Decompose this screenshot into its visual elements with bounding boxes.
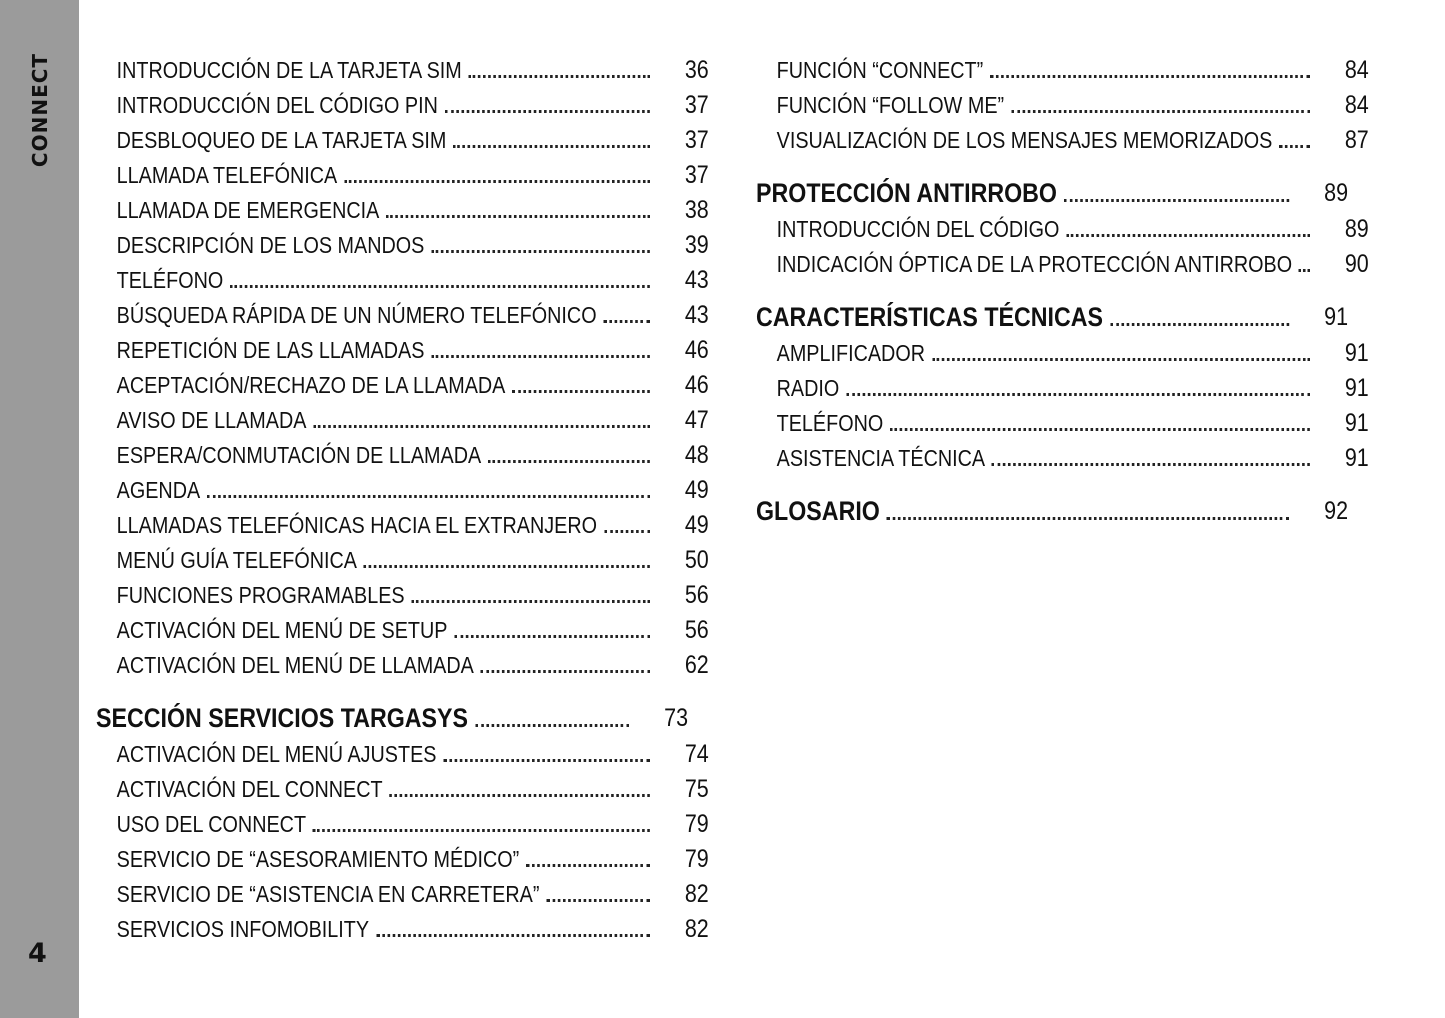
toc-entry-label: LLAMADAS TELEFÓNICAS HACIA EL EXTRANJERO — [116, 512, 598, 538]
toc-entry[interactable] — [96, 190, 709, 225]
dot-leader — [992, 463, 1310, 466]
toc-entry[interactable] — [96, 610, 709, 645]
dot-leader — [443, 759, 650, 762]
toc-entry-label: ESPERA/CONMUTACIÓN DE LLAMADA — [116, 442, 482, 468]
toc-entry[interactable] — [96, 365, 709, 400]
dot-leader — [230, 285, 650, 288]
toc-page-number: 89 — [1324, 179, 1349, 207]
toc-entry[interactable] — [96, 120, 709, 155]
toc-entry[interactable] — [96, 505, 709, 540]
dot-leader — [890, 428, 1310, 431]
dot-leader — [207, 495, 650, 498]
dot-leader — [481, 670, 651, 673]
dot-leader — [376, 934, 650, 937]
toc-entry[interactable] — [96, 85, 709, 120]
toc-page-number: 91 — [1344, 444, 1369, 472]
dot-leader — [313, 425, 650, 428]
toc-entry[interactable] — [96, 804, 709, 839]
dot-leader — [1011, 110, 1310, 113]
toc-left-column — [96, 50, 709, 944]
toc-entry-label: SERVICIO DE “ASESORAMIENTO MÉDICO” — [116, 846, 520, 872]
toc-entry-label: INTRODUCCIÓN DEL CÓDIGO — [776, 216, 1060, 242]
toc-entry-label: MENÚ GUÍA TELEFÓNICA — [116, 547, 357, 573]
toc-page-number: 87 — [1344, 126, 1369, 154]
toc-page-number: 79 — [684, 845, 709, 873]
dot-leader — [526, 864, 650, 867]
toc-entry[interactable] — [756, 85, 1369, 120]
dot-leader — [1064, 199, 1290, 202]
toc-entry-label: INTRODUCCIÓN DEL CÓDIGO PIN — [116, 92, 438, 118]
toc-page-number: 46 — [684, 336, 709, 364]
toc-page-number: 50 — [684, 546, 709, 574]
toc-entry-label: TELÉFONO — [776, 410, 884, 436]
toc-entry[interactable] — [96, 734, 709, 769]
dot-leader — [411, 600, 650, 603]
toc-right-column — [756, 50, 1369, 527]
toc-entry[interactable] — [96, 295, 709, 330]
dot-leader — [512, 390, 650, 393]
dot-leader — [488, 460, 650, 463]
toc-page-number: 49 — [684, 476, 709, 504]
toc-section-heading[interactable] — [756, 483, 1348, 527]
dot-leader — [364, 565, 650, 568]
dot-leader — [454, 635, 650, 638]
toc-page-number: 92 — [1324, 497, 1349, 525]
dot-leader — [990, 75, 1310, 78]
dot-leader — [603, 320, 650, 323]
dot-leader — [1110, 323, 1290, 326]
toc-entry[interactable] — [96, 470, 709, 505]
toc-page-number: 75 — [684, 775, 709, 803]
toc-entry-label: CARACTERÍSTICAS TÉCNICAS — [756, 302, 1104, 332]
toc-entry-label: VISUALIZACIÓN DE LOS MENSAJES MEMORIZADOS — [776, 127, 1273, 153]
toc-page-number: 43 — [684, 301, 709, 329]
dot-leader — [887, 517, 1290, 520]
toc-entry-label: INDICACIÓN ÓPTICA DE LA PROTECCIÓN ANTIRROBO — [776, 251, 1293, 277]
toc-page-number: 56 — [684, 581, 709, 609]
toc-page-number: 48 — [684, 441, 709, 469]
toc-entry[interactable] — [756, 209, 1369, 244]
toc-entry-label: ASISTENCIA TÉCNICA — [776, 445, 986, 471]
toc-page-number: 91 — [1344, 374, 1369, 402]
toc-page-number: 89 — [1344, 215, 1369, 243]
toc-page-number: 79 — [684, 810, 709, 838]
page-number: 4 — [28, 938, 47, 969]
section-title: CONNECT — [28, 52, 52, 168]
toc-page-number: 47 — [684, 406, 709, 434]
toc-entry[interactable] — [96, 839, 709, 874]
toc-entry[interactable] — [96, 155, 709, 190]
toc-page-number: 82 — [684, 915, 709, 943]
toc-entry[interactable] — [96, 540, 709, 575]
toc-entry-label: DESCRIPCIÓN DE LOS MANDOS — [116, 232, 425, 258]
toc-entry-label: ACTIVACIÓN DEL CONNECT — [116, 776, 383, 802]
toc-page-number: 91 — [1344, 409, 1369, 437]
toc-entry-label: REPETICIÓN DE LAS LLAMADAS — [116, 337, 425, 363]
toc-page-number: 49 — [684, 511, 709, 539]
toc-entry-label: SECCIÓN SERVICIOS TARGASYS — [96, 703, 469, 733]
dot-leader — [344, 180, 650, 183]
dot-leader — [1279, 145, 1310, 148]
toc-entry[interactable] — [756, 244, 1369, 279]
dot-leader — [1299, 269, 1310, 272]
dot-leader — [389, 794, 650, 797]
toc-entry[interactable] — [96, 330, 709, 365]
toc-entry-label: LLAMADA TELEFÓNICA — [116, 162, 338, 188]
dot-leader — [313, 829, 650, 832]
toc-page-number: 37 — [684, 126, 709, 154]
toc-entry[interactable] — [96, 909, 709, 944]
toc-entry[interactable] — [756, 368, 1369, 403]
dot-leader — [846, 393, 1310, 396]
toc-entry-label: USO DEL CONNECT — [116, 811, 307, 837]
toc-page-number: 84 — [1344, 56, 1369, 84]
toc-page-number: 43 — [684, 266, 709, 294]
dot-leader — [546, 899, 650, 902]
dot-leader — [604, 530, 650, 533]
toc-page-number: 56 — [684, 616, 709, 644]
toc-entry-label: GLOSARIO — [756, 496, 880, 526]
toc-entry[interactable] — [96, 874, 709, 909]
toc-section-heading[interactable] — [756, 165, 1348, 209]
toc-page-number: 36 — [684, 56, 709, 84]
toc-entry-label: TELÉFONO — [116, 267, 224, 293]
dot-leader — [431, 250, 650, 253]
toc-page-number: 73 — [664, 704, 689, 732]
toc-page-number: 82 — [684, 880, 709, 908]
toc-entry-label: DESBLOQUEO DE LA TARJETA SIM — [116, 127, 447, 153]
dot-leader — [431, 355, 650, 358]
toc-page-number: 62 — [684, 651, 709, 679]
side-tab — [0, 0, 79, 1018]
toc-entry-label: FUNCIÓN “CONNECT” — [776, 57, 984, 83]
toc-entry[interactable] — [756, 333, 1369, 368]
toc-section-heading[interactable] — [96, 690, 688, 734]
toc-entry-label: ACTIVACIÓN DEL MENÚ DE LLAMADA — [116, 652, 474, 678]
toc-entry-label: AGENDA — [116, 477, 201, 503]
toc-entry[interactable] — [96, 435, 709, 470]
toc-page-number: 74 — [684, 740, 709, 768]
dot-leader — [469, 75, 651, 78]
toc-entry[interactable] — [96, 260, 709, 295]
toc-page-number: 91 — [1324, 303, 1349, 331]
toc-entry[interactable] — [96, 575, 709, 610]
toc-entry[interactable] — [96, 225, 709, 260]
toc-entry-label: SERVICIO DE “ASISTENCIA EN CARRETERA” — [116, 881, 540, 907]
toc-entry[interactable] — [96, 50, 709, 85]
toc-page-number: 39 — [684, 231, 709, 259]
toc-entry[interactable] — [756, 120, 1369, 155]
toc-entry[interactable] — [756, 50, 1369, 85]
toc-page-number: 46 — [684, 371, 709, 399]
toc-page-number: 84 — [1344, 91, 1369, 119]
toc-entry[interactable] — [96, 645, 709, 680]
toc-entry-label: FUNCIONES PROGRAMABLES — [116, 582, 405, 608]
toc-entry-label: ACTIVACIÓN DEL MENÚ DE SETUP — [116, 617, 448, 643]
toc-page-number: 90 — [1344, 250, 1369, 278]
dot-leader — [475, 724, 630, 727]
toc-entry[interactable] — [96, 769, 709, 804]
toc-entry[interactable] — [756, 438, 1369, 473]
toc-entry-label: LLAMADA DE EMERGENCIA — [116, 197, 380, 223]
toc-entry-label: INTRODUCCIÓN DE LA TARJETA SIM — [116, 57, 462, 83]
toc-entry[interactable] — [756, 403, 1369, 438]
toc-page-number: 37 — [684, 161, 709, 189]
dot-leader — [453, 145, 650, 148]
toc-entry-label: PROTECCIÓN ANTIRROBO — [756, 178, 1057, 208]
toc-entry-label: ACEPTACIÓN/RECHAZO DE LA LLAMADA — [116, 372, 506, 398]
toc-entry-label: BÚSQUEDA RÁPIDA DE UN NÚMERO TELEFÓNICO — [116, 302, 597, 328]
toc-entry-label: AMPLIFICADOR — [776, 340, 926, 366]
dot-leader — [1066, 234, 1310, 237]
toc-section-heading[interactable] — [756, 289, 1348, 333]
toc-entry-label: FUNCIÓN “FOLLOW ME” — [776, 92, 1005, 118]
toc-entry-label: SERVICIOS INFOMOBILITY — [116, 916, 370, 942]
toc-page-number: 37 — [684, 91, 709, 119]
toc-entry[interactable] — [96, 400, 709, 435]
dot-leader — [445, 110, 650, 113]
toc-entry-label: ACTIVACIÓN DEL MENÚ AJUSTES — [116, 741, 437, 767]
toc-page-number: 91 — [1344, 339, 1369, 367]
dot-leader — [386, 215, 650, 218]
toc-entry-label: AVISO DE LLAMADA — [116, 407, 307, 433]
dot-leader — [932, 358, 1310, 361]
toc-page-number: 38 — [684, 196, 709, 224]
toc-entry-label: RADIO — [776, 375, 840, 401]
